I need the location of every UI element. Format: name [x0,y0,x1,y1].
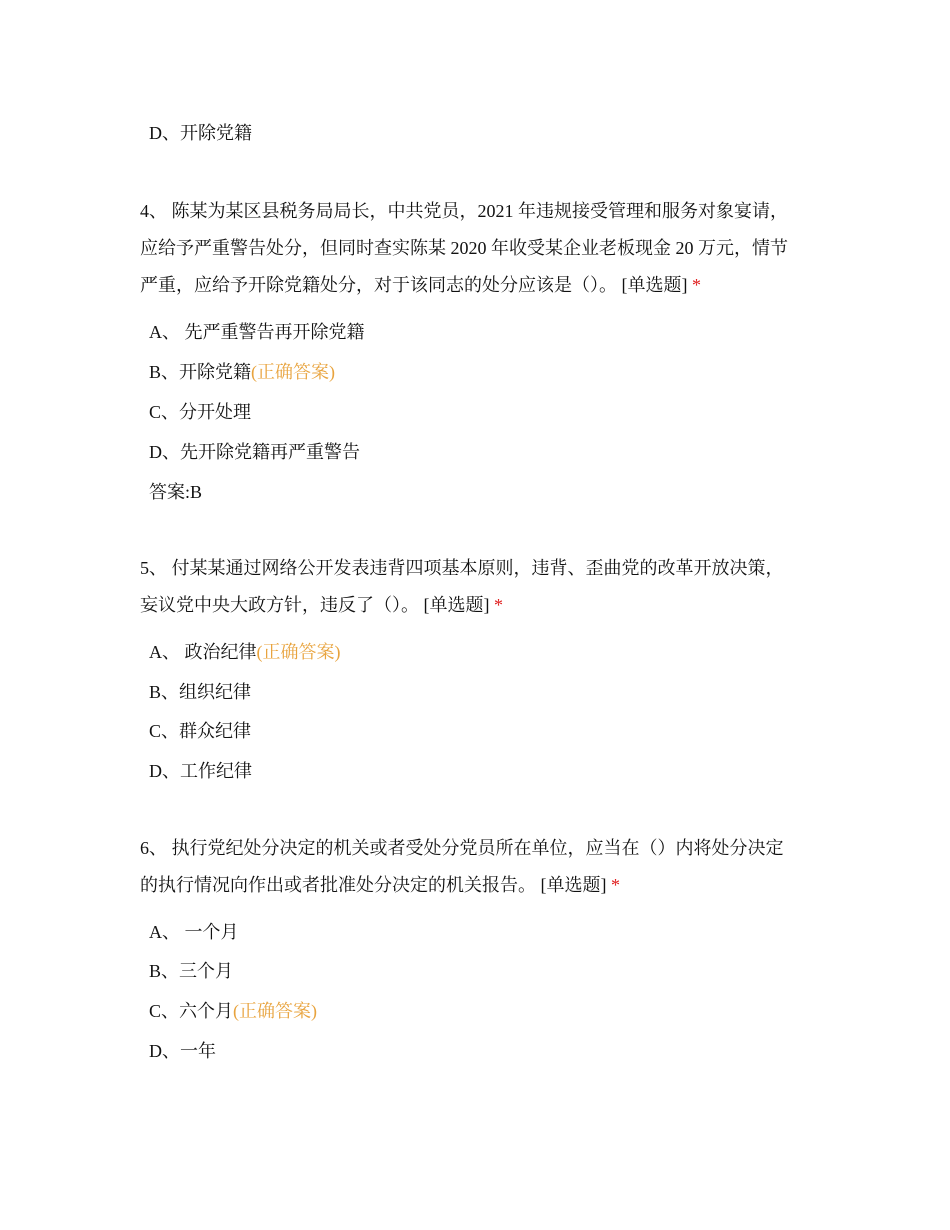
question-5-line-2 [140,593,503,617]
option-text: D、工作纪律 [149,761,252,781]
option-text: A、 政治纪律 [149,642,257,662]
question-4-option-a [149,320,365,344]
required-mark: * [611,875,620,895]
correct-answer-tag: (正确答案) [233,1001,318,1021]
option-text: C、六个月 [149,1001,234,1021]
required-mark: * [494,595,503,615]
prev-question-option-d [149,121,252,145]
option-text: D、一年 [149,1041,216,1061]
option-text: A、 先严重警告再开除党籍 [149,322,365,342]
question-6-option-a [149,920,239,944]
question-5-option-c [149,719,251,743]
required-mark: * [692,275,701,295]
question-6-line-1: 6、 执行党纪处分决定的机关或者受处分党员所在单位，应当在（）内将处分决定 [140,838,784,858]
question-text: 的执行情况向作出或者批准处分决定的机关报告。 [单选题] [140,875,607,895]
option-text: A、 一个月 [149,922,239,942]
question-5-option-d [149,759,252,783]
question-6-option-b [149,959,233,983]
question-4-option-d [149,440,360,464]
option-text: C、群众纪律 [149,721,252,741]
question-4-line-1: 4、 陈某为某区县税务局局长，中共党员，2021 年违规接受管理和服务对象宴请， [140,201,788,221]
question-4-line-3 [140,273,701,297]
question-text: 严重，应给予开除党籍处分，对于该同志的处分应该是（）。 [单选题] [140,275,688,295]
correct-answer-tag: (正确答案) [256,642,341,662]
option-text: D、开除党籍 [149,123,252,143]
correct-answer-tag: (正确答案) [251,362,336,382]
question-text: 妄议党中央大政方针，违反了（）。 [单选题] [140,595,490,615]
option-text: B、组织纪律 [149,682,252,702]
option-text: B、开除党籍 [149,362,252,382]
question-6-line-2 [140,873,620,897]
option-text: D、先开除党籍再严重警告 [149,442,360,462]
question-4-option-b [149,360,335,384]
question-5-option-a [149,640,341,664]
question-6-option-d [149,1039,216,1063]
question-5-line-1: 5、 付某某通过网络公开发表违背四项基本原则，违背、歪曲党的改革开放决策， [140,558,784,578]
option-text: B、三个月 [149,961,234,981]
option-text: C、分开处理 [149,402,252,422]
question-6-option-c [149,999,317,1023]
question-5-option-b [149,680,251,704]
question-4-option-c [149,400,251,424]
question-4-line-2: 应给予严重警告处分，但同时查实陈某 2020 年收受某企业老板现金 20 万元，情节 [140,238,788,258]
question-4-answer: 答案:B [149,482,203,502]
